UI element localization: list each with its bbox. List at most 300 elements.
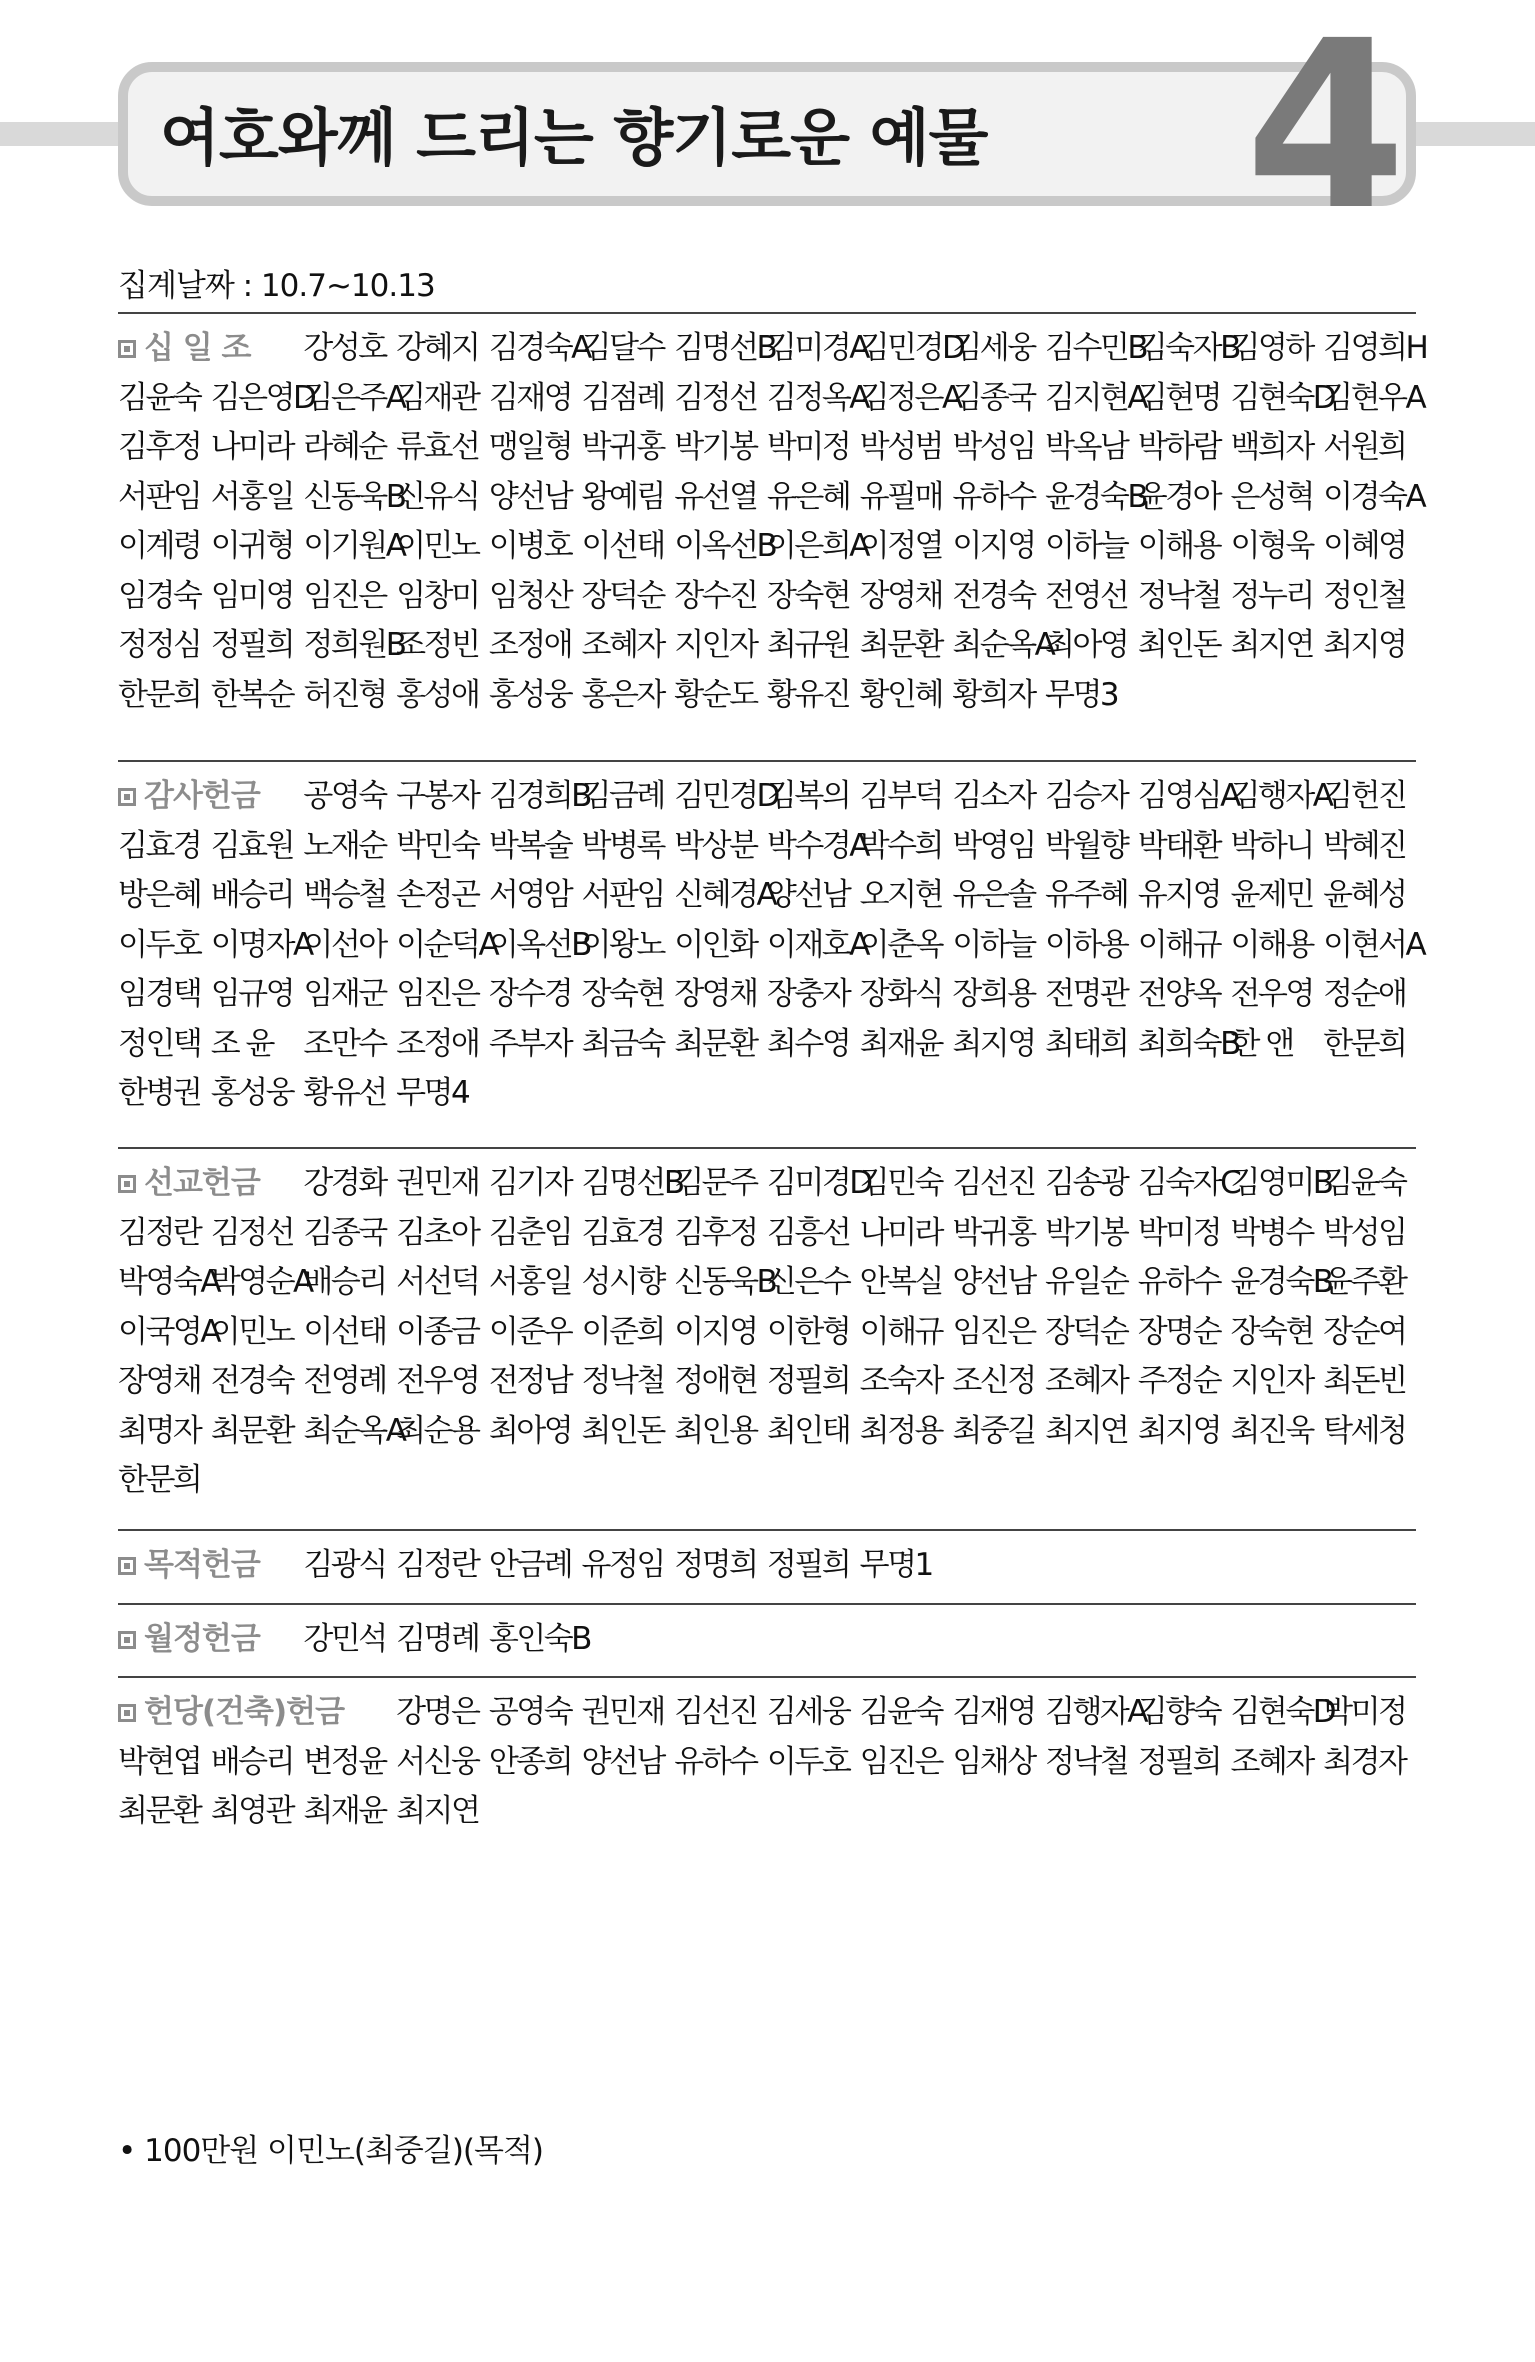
donor-name: 최순옥A (952, 627, 1054, 663)
donor-name: 이명자A (210, 926, 312, 963)
donor-name: 이해규 (859, 1313, 942, 1350)
donor-name: 조숙자 (859, 1363, 942, 1399)
donor-name: 이민노 (396, 528, 479, 564)
donor-name: 최영관 (210, 1793, 294, 1829)
donor-name: 임재군 (303, 976, 386, 1012)
donor-name: 김종국 (952, 379, 1035, 416)
donor-name: 신혜경A (674, 877, 776, 913)
donor-name: 박기봉 (674, 429, 757, 465)
header-right-rule (1400, 122, 1535, 146)
donor-name: 이하늘 (952, 926, 1035, 963)
donor-name: 김윤숙 (859, 1694, 942, 1730)
donor-name: 조 윤 (210, 1025, 273, 1062)
section-label-text: 헌당(건축)헌금 (144, 1694, 345, 1730)
donor-name: 장숙현 (581, 976, 664, 1012)
donor-name: 강민석 (303, 1621, 386, 1657)
donor-name: 김정선 (674, 379, 757, 416)
donor-name: 양선남 (581, 1743, 664, 1780)
donor-name: 장순여 (1323, 1313, 1406, 1350)
name-grid (118, 762, 1425, 1119)
donor-name: 이춘옥 (859, 926, 942, 963)
donor-name: 이기원A (303, 528, 405, 564)
donor-name: 이순덕A (396, 926, 498, 963)
donor-name: 최문환 (118, 1793, 201, 1829)
donor-name: 황유진 (766, 676, 850, 713)
donor-name: 유하수 (1137, 1264, 1221, 1300)
section-label-text: 월정헌금 (144, 1621, 260, 1657)
donor-name: 김금례 (581, 778, 664, 814)
header-left-rule (0, 122, 130, 146)
donor-name: 조혜자 (581, 627, 664, 663)
donor-name: 윤주환 (1323, 1264, 1406, 1300)
page-number: 4 (1245, 0, 1401, 261)
donor-name: 김명례 (396, 1621, 479, 1657)
name-grid (118, 1149, 1416, 1506)
donor-name: 정순애 (1323, 976, 1406, 1012)
donor-name: 장숙현 (766, 577, 850, 614)
donor-name: 주부자 (488, 1025, 572, 1062)
donor-name: 박성임 (952, 429, 1035, 465)
donor-name: 배승리 (210, 1743, 294, 1780)
donor-name: 양선남 (766, 877, 850, 913)
donor-name: 유필매 (859, 478, 942, 515)
donor-name: 양선남 (488, 478, 572, 515)
donor-name: 강명은 (396, 1694, 479, 1730)
donor-name: 조정애 (396, 1025, 479, 1062)
donor-name: 임진은 (952, 1313, 1035, 1350)
donor-name: 나미라 (210, 429, 294, 465)
donor-name: 김윤숙 (1323, 1165, 1406, 1201)
section-label-text: 감사헌금 (144, 778, 260, 814)
donor-name: 서신웅 (396, 1743, 479, 1780)
donor-name: 장충자 (766, 976, 850, 1012)
donor-name: 임청산 (488, 577, 572, 614)
donor-name: 김점례 (581, 379, 664, 416)
donor-name: 정누리 (1230, 577, 1313, 614)
donor-name: 이해용 (1137, 528, 1221, 564)
donor-name: 김행자A (1230, 778, 1332, 814)
donor-name: 윤경숙B (1045, 478, 1147, 515)
donor-name: 박수희 (859, 827, 942, 864)
donor-name: 김경숙A (488, 330, 590, 366)
square-bullet-icon (118, 1704, 136, 1722)
donor-name: 전영선 (1045, 577, 1128, 614)
donor-name: 백승철 (303, 877, 386, 913)
donor-name: 최규원 (766, 627, 850, 663)
donor-name: 황순도 (674, 676, 757, 713)
donor-name: 이국영A (118, 1313, 220, 1350)
donor-name: 김행자A (1045, 1694, 1147, 1730)
donor-name: 김영심A (1137, 778, 1239, 814)
donor-name: 최재윤 (859, 1025, 942, 1062)
donor-name: 은성혁 (1230, 478, 1313, 515)
donor-name: 이혜영 (1323, 528, 1406, 564)
donor-name: 김초아 (396, 1214, 479, 1251)
section-label (118, 1541, 303, 1591)
donor-name: 김수민B (1045, 330, 1147, 366)
donor-name: 황유선 (303, 1075, 386, 1111)
donor-name: 김문주 (674, 1165, 757, 1201)
donor-name: 유선열 (674, 478, 757, 515)
donor-name: 이귀형 (210, 528, 294, 564)
donor-name: 김재관 (396, 379, 479, 416)
donor-name: 왕예림 (581, 478, 664, 515)
donor-name: 장덕순 (581, 577, 664, 614)
donor-name: 김영하 (1230, 330, 1313, 366)
donor-name: 배승리 (303, 1264, 386, 1300)
donor-name: 황희자 (952, 676, 1035, 713)
donor-name: 주정순 (1137, 1363, 1221, 1399)
donor-name: 최지영 (1323, 627, 1406, 663)
donor-name: 홍성웅 (488, 676, 572, 713)
donor-name: 이준우 (488, 1313, 572, 1350)
donor-name: 장수경 (488, 976, 572, 1012)
donor-name: 이왕노 (581, 926, 664, 963)
donor-name: 전명관 (1045, 976, 1128, 1012)
donor-name: 김숙자B (1137, 330, 1239, 366)
name-grid (118, 1531, 1416, 1591)
donor-name: 이준희 (581, 1313, 664, 1350)
donor-name: 김부덕 (859, 778, 942, 814)
donor-name: 김선진 (674, 1694, 757, 1730)
section-designated (118, 1529, 1416, 1591)
donor-name: 박민숙 (396, 827, 479, 864)
donor-name: 정필희 (210, 627, 294, 663)
donor-name: 김광식 (303, 1547, 386, 1583)
donor-name: 김기자 (488, 1165, 572, 1201)
donor-name: 이옥선B (488, 926, 590, 963)
donor-name: 유일순 (1045, 1264, 1128, 1300)
donor-name: 박현엽 (118, 1743, 201, 1780)
donor-name: 서판임 (118, 478, 201, 515)
donor-name: 이정열 (859, 528, 942, 564)
donor-name: 김정옥A (766, 379, 868, 416)
donor-name: 정낙철 (1045, 1743, 1128, 1780)
donor-name: 김영미B (1230, 1165, 1332, 1201)
donor-name: 한 앤 (1230, 1025, 1293, 1062)
donor-name: 신동욱B (303, 478, 405, 515)
donor-name: 최경자 (1323, 1743, 1406, 1780)
donor-name: 김효경 (581, 1214, 664, 1251)
donor-name: 서선덕 (396, 1264, 479, 1300)
square-bullet-icon (118, 340, 136, 358)
donor-name: 맹일형 (488, 429, 572, 465)
donor-name: 나미라 (859, 1214, 942, 1251)
donor-name: 김소자 (952, 778, 1035, 814)
donor-name: 신은수 (766, 1264, 850, 1300)
donor-name: 정애현 (674, 1363, 757, 1399)
donor-name: 이두호 (118, 926, 201, 963)
donor-name: 임창미 (396, 577, 479, 614)
donor-name: 전경숙 (210, 1363, 294, 1399)
donor-name: 라혜순 (303, 429, 386, 465)
donor-name: 노재순 (303, 827, 386, 864)
donor-name: 최순용 (396, 1412, 479, 1449)
donor-name: 이병호 (488, 528, 572, 564)
name-grid (118, 314, 1427, 720)
donor-name: 황인혜 (859, 676, 942, 713)
section-label (118, 1688, 396, 1738)
donor-name: 전양옥 (1137, 976, 1221, 1012)
donor-name: 김후정 (118, 429, 201, 465)
donor-name: 박성임 (1323, 1214, 1406, 1251)
donor-name: 김세웅 (952, 330, 1035, 366)
donor-name: 박병수 (1230, 1214, 1313, 1251)
donor-name: 김명선B (674, 330, 776, 366)
donor-name: 이두호 (766, 1743, 850, 1780)
donor-name: 정인택 (118, 1025, 201, 1062)
donor-name: 홍성애 (396, 676, 479, 713)
donor-name: 최순옥A (303, 1412, 405, 1449)
donor-name: 강경화 (303, 1165, 386, 1201)
donor-name: 최중길 (952, 1412, 1035, 1449)
donor-name: 이민노 (210, 1313, 294, 1350)
donor-name: 정낙철 (1137, 577, 1221, 614)
donor-name: 임채상 (952, 1743, 1035, 1780)
donor-name: 김송광 (1045, 1165, 1128, 1201)
donor-name: 신동욱B (674, 1264, 776, 1300)
donor-name: 김지현A (1045, 379, 1147, 416)
donor-name: 김현우A (1323, 379, 1425, 416)
donor-name: 김영희H (1323, 330, 1427, 366)
donor-name: 박병록 (581, 827, 664, 864)
donor-name: 윤혜성 (1323, 877, 1406, 913)
donor-name: 김미경A (766, 330, 868, 366)
section-label-text: 선교헌금 (144, 1165, 260, 1201)
donor-name: 최재윤 (303, 1793, 386, 1829)
donor-name: 최진욱 (1230, 1412, 1313, 1449)
section-mission (118, 1147, 1416, 1506)
donor-name: 전경숙 (952, 577, 1035, 614)
donor-name: 이하늘 (1045, 528, 1128, 564)
donor-name: 최지영 (1137, 1412, 1221, 1449)
donor-name: 허진형 (303, 676, 386, 713)
donor-name: 박혜진 (1323, 827, 1406, 864)
donor-name: 정인철 (1323, 577, 1406, 614)
donor-name: 최돈빈 (1323, 1363, 1406, 1399)
donor-name: 김달수 (581, 330, 664, 366)
donor-name: 유하수 (674, 1743, 757, 1780)
donor-name: 정필희 (1137, 1743, 1221, 1780)
footnote: • 100만원 이민노(최중길)(목적) (118, 2133, 543, 2169)
donor-name: 김효원 (210, 827, 294, 864)
donor-name: 김은주A (303, 379, 405, 416)
donor-name: 김세웅 (766, 1694, 850, 1730)
donor-name: 강성호 (303, 330, 386, 366)
name-grid (118, 1678, 1416, 1837)
donor-name: 김정은A (859, 379, 961, 416)
donor-name: 김재영 (952, 1694, 1035, 1730)
donor-name: 최지연 (1230, 627, 1313, 663)
donor-name: 오지현 (859, 877, 942, 913)
donor-name: 최아영 (488, 1412, 572, 1449)
donor-name: 신유식 (396, 478, 479, 515)
donor-name: 정명희 (674, 1547, 757, 1583)
donor-name: 임경택 (118, 976, 201, 1012)
donor-name: 이경숙A (1323, 478, 1425, 515)
donor-name: 장희용 (952, 976, 1035, 1012)
donor-name: 지인자 (674, 627, 757, 663)
donor-name: 김춘임 (488, 1214, 572, 1251)
donor-name: 서홍일 (488, 1264, 572, 1300)
donor-name: 김경희B (488, 778, 590, 814)
donor-name: 최문환 (210, 1412, 294, 1449)
donor-name: 서원희 (1323, 429, 1406, 465)
donor-name: 백희자 (1230, 429, 1313, 465)
donor-name: 최희숙B (1137, 1025, 1239, 1062)
donor-name: 김종국 (303, 1214, 386, 1251)
donor-name: 김숙자C (1137, 1165, 1240, 1201)
donor-name: 박미정 (1137, 1214, 1221, 1251)
donor-name: 강혜지 (396, 330, 479, 366)
donor-name: 임진은 (859, 1743, 942, 1780)
donor-name: 한문희 (118, 676, 201, 713)
donor-name: 권민재 (396, 1165, 479, 1201)
donor-name: 이옥선B (674, 528, 776, 564)
donor-name: 장명순 (1137, 1313, 1221, 1350)
donor-name: 최아영 (1045, 627, 1128, 663)
donor-name: 유지영 (1137, 877, 1221, 913)
donor-name: 장화식 (859, 976, 942, 1012)
donor-name: 유주혜 (1045, 877, 1128, 913)
donor-name: 정낙철 (581, 1363, 664, 1399)
donor-name: 조혜자 (1045, 1363, 1128, 1399)
donor-name: 임규영 (210, 976, 294, 1012)
donor-name: 홍성웅 (210, 1075, 294, 1111)
donor-name: 서판임 (581, 877, 664, 913)
donor-name: 무명3 (1045, 676, 1118, 713)
donor-name: 임진은 (303, 577, 386, 614)
donor-name: 유은솔 (952, 877, 1035, 913)
donor-name: 유정임 (581, 1547, 664, 1583)
donor-name: 홍인숙B (488, 1621, 590, 1657)
donor-name: 최문환 (859, 627, 942, 663)
donor-name: 김현숙D (1230, 1694, 1335, 1730)
donor-name: 이하용 (1045, 926, 1128, 963)
section-label-text: 십 일 조 (144, 330, 251, 366)
donor-name: 최수영 (766, 1025, 850, 1062)
donor-name: 김은영D (210, 379, 315, 416)
donor-name: 안종희 (488, 1743, 572, 1780)
donor-name: 임경숙 (118, 577, 201, 614)
donor-name: 유하수 (952, 478, 1035, 515)
donor-name: 배승리 (210, 877, 294, 913)
donor-name: 조정애 (488, 627, 572, 663)
donor-name: 김재영 (488, 379, 572, 416)
donor-name: 김헌진 (1323, 778, 1406, 814)
donor-name: 김정란 (118, 1214, 201, 1251)
donor-name: 박귀홍 (952, 1214, 1035, 1251)
donor-name: 최인용 (674, 1412, 757, 1449)
donor-name: 공영숙 (488, 1694, 572, 1730)
donor-name: 장덕순 (1045, 1313, 1128, 1350)
donor-name: 지인자 (1230, 1363, 1313, 1399)
donor-name: 최지영 (952, 1025, 1035, 1062)
donor-name: 서영암 (488, 877, 572, 913)
donor-name: 최정용 (859, 1412, 942, 1449)
donor-name: 이인화 (674, 926, 757, 963)
section-thanksgiving (118, 760, 1425, 1119)
donor-name: 박기봉 (1045, 1214, 1128, 1251)
donor-name: 김미경D (766, 1165, 871, 1201)
donor-name: 한병권 (118, 1075, 201, 1111)
donor-name: 조정빈 (396, 627, 479, 663)
donor-name: 한문희 (118, 1462, 201, 1498)
donor-name: 김흥선 (766, 1214, 850, 1251)
donor-name: 최지연 (1045, 1412, 1128, 1449)
square-bullet-icon (118, 1557, 136, 1575)
donor-name: 이해용 (1230, 926, 1313, 963)
donor-name: 조만수 (303, 1025, 386, 1062)
donor-name: 김승자 (1045, 778, 1128, 814)
donor-name: 김명선B (581, 1165, 683, 1201)
donor-name: 최인돈 (1137, 627, 1221, 663)
donor-name: 김현명 (1137, 379, 1221, 416)
donor-name: 권민재 (581, 1694, 664, 1730)
section-label (118, 772, 303, 822)
donor-name: 이계령 (118, 528, 201, 564)
donor-name: 정정심 (118, 627, 201, 663)
donor-name: 장영채 (118, 1363, 201, 1399)
donor-name: 김효경 (118, 827, 201, 864)
donor-name: 임진은 (396, 976, 479, 1012)
donor-name: 탁세청 (1323, 1412, 1406, 1449)
section-label (118, 1159, 303, 1209)
donor-name: 박성범 (859, 429, 942, 465)
donor-name: 김후정 (674, 1214, 757, 1251)
donor-name: 조혜자 (1230, 1743, 1313, 1780)
donor-name: 김현숙D (1230, 379, 1335, 416)
donor-name: 이재호A (766, 926, 868, 963)
donor-name: 이한형 (766, 1313, 850, 1350)
donor-name: 김선진 (952, 1165, 1035, 1201)
section-label (118, 324, 303, 374)
donor-name: 조신정 (952, 1363, 1035, 1399)
donor-name: 양선남 (952, 1264, 1035, 1300)
donor-name: 한복순 (210, 676, 294, 713)
donor-name: 정희원B (303, 627, 405, 663)
donor-name: 장영채 (674, 976, 757, 1012)
donor-name: 윤경아 (1137, 478, 1221, 515)
donor-name: 유은혜 (766, 478, 850, 515)
donor-name: 무명1 (859, 1547, 932, 1583)
section-tithe (118, 312, 1427, 720)
name-grid (118, 1605, 1416, 1665)
donor-name: 최인태 (766, 1412, 850, 1449)
donor-name: 박하니 (1230, 827, 1313, 864)
section-monthly (118, 1603, 1416, 1665)
donor-name: 전우영 (1230, 976, 1313, 1012)
square-bullet-icon (118, 1175, 136, 1193)
donor-name: 윤제민 (1230, 877, 1313, 913)
donor-name: 임미영 (210, 577, 294, 614)
donor-name: 김정선 (210, 1214, 294, 1251)
donor-name: 류효선 (396, 429, 479, 465)
donor-name: 박영임 (952, 827, 1035, 864)
donor-name: 박복술 (488, 827, 572, 864)
donor-name: 성시향 (581, 1264, 664, 1300)
donor-name: 공영숙 (303, 778, 386, 814)
donor-name: 박미정 (1323, 1694, 1406, 1730)
donor-name: 김민경D (859, 330, 964, 366)
donor-name: 장숙현 (1230, 1313, 1313, 1350)
donor-name: 김향숙 (1137, 1694, 1221, 1730)
section-label (118, 1615, 303, 1665)
page-title: 여호와께 드리는 향기로운 예물 (160, 101, 988, 174)
donor-name: 박영숙A (118, 1264, 220, 1300)
donor-name: 무명4 (396, 1075, 469, 1111)
donor-name: 최태희 (1045, 1025, 1128, 1062)
